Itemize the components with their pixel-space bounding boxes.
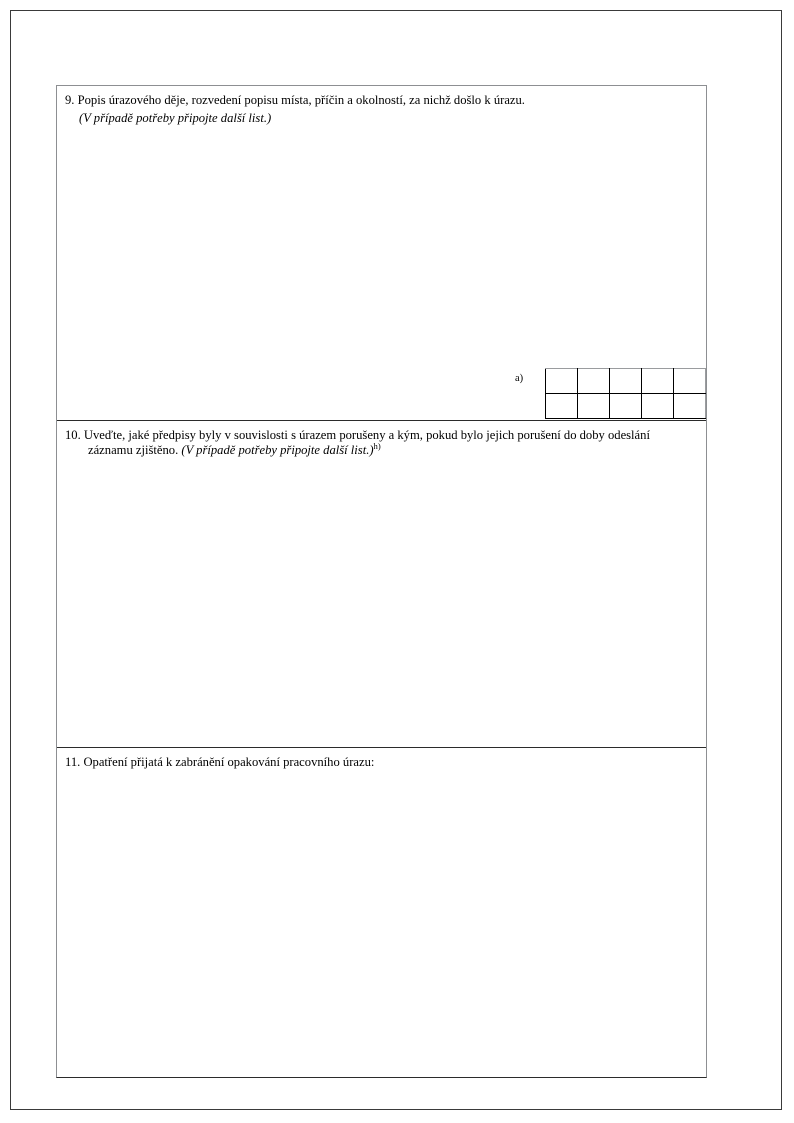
section-11-heading-body bbox=[65, 755, 696, 770]
section-9-heading-text-1: Popis úrazového děje, rozvedení popisu místa, příčin a okolností, za nichž došlo k bbox=[77, 93, 491, 107]
code-grid-cell[interactable] bbox=[546, 394, 578, 419]
section-9-number: 9. bbox=[65, 93, 75, 107]
section-9-heading bbox=[57, 86, 706, 126]
code-grid-cell[interactable] bbox=[610, 369, 642, 394]
form-section-10 bbox=[57, 421, 706, 748]
section-10-heading-text-1: Uveďte, jaké předpisy byly v souvislosti s úrazem porušeny a kým, pokud bylo jejich bbox=[83, 428, 515, 442]
section-9-note: (V případě potřeby připojte další list.) bbox=[79, 111, 272, 126]
section-10-heading-body bbox=[65, 428, 696, 458]
form-table bbox=[56, 85, 707, 1078]
code-grid-cell[interactable] bbox=[674, 394, 706, 419]
section-10-heading bbox=[57, 421, 706, 458]
section-10-number: 10. bbox=[65, 428, 81, 442]
section-10-heading-text-2: porušení do doby odeslání záznamu zjištěno. bbox=[88, 428, 650, 458]
code-grid-row bbox=[546, 369, 706, 394]
code-grid-row bbox=[546, 394, 706, 419]
section-11-number: 11. bbox=[65, 755, 81, 769]
section-11-heading bbox=[57, 748, 706, 770]
code-grid-cell[interactable] bbox=[610, 394, 642, 419]
code-grid-cell[interactable] bbox=[674, 369, 706, 394]
form-section-11 bbox=[57, 748, 706, 1077]
section-9-code-row bbox=[57, 368, 706, 420]
section-10-footnote-marker: h) bbox=[373, 441, 381, 452]
code-grid-cell[interactable] bbox=[578, 369, 610, 394]
code-grid-cell[interactable] bbox=[546, 369, 578, 394]
code-grid-cell[interactable] bbox=[642, 369, 674, 394]
code-grid[interactable] bbox=[545, 368, 706, 419]
code-grid-cell[interactable] bbox=[642, 394, 674, 419]
code-grid-cell[interactable] bbox=[578, 394, 610, 419]
page-frame bbox=[10, 10, 782, 1110]
form-section-9 bbox=[57, 86, 706, 421]
section-9-heading-line-1 bbox=[65, 93, 696, 108]
section-10-heading-note: (V případě potřeby připojte další list.) bbox=[181, 443, 374, 458]
section-9-heading-text-2: úrazu. bbox=[493, 93, 525, 107]
section-11-heading-text-1: Opatření přijatá k zabránění opakování pracovního úrazu: bbox=[83, 755, 375, 769]
code-grid-label: a) bbox=[515, 373, 524, 384]
